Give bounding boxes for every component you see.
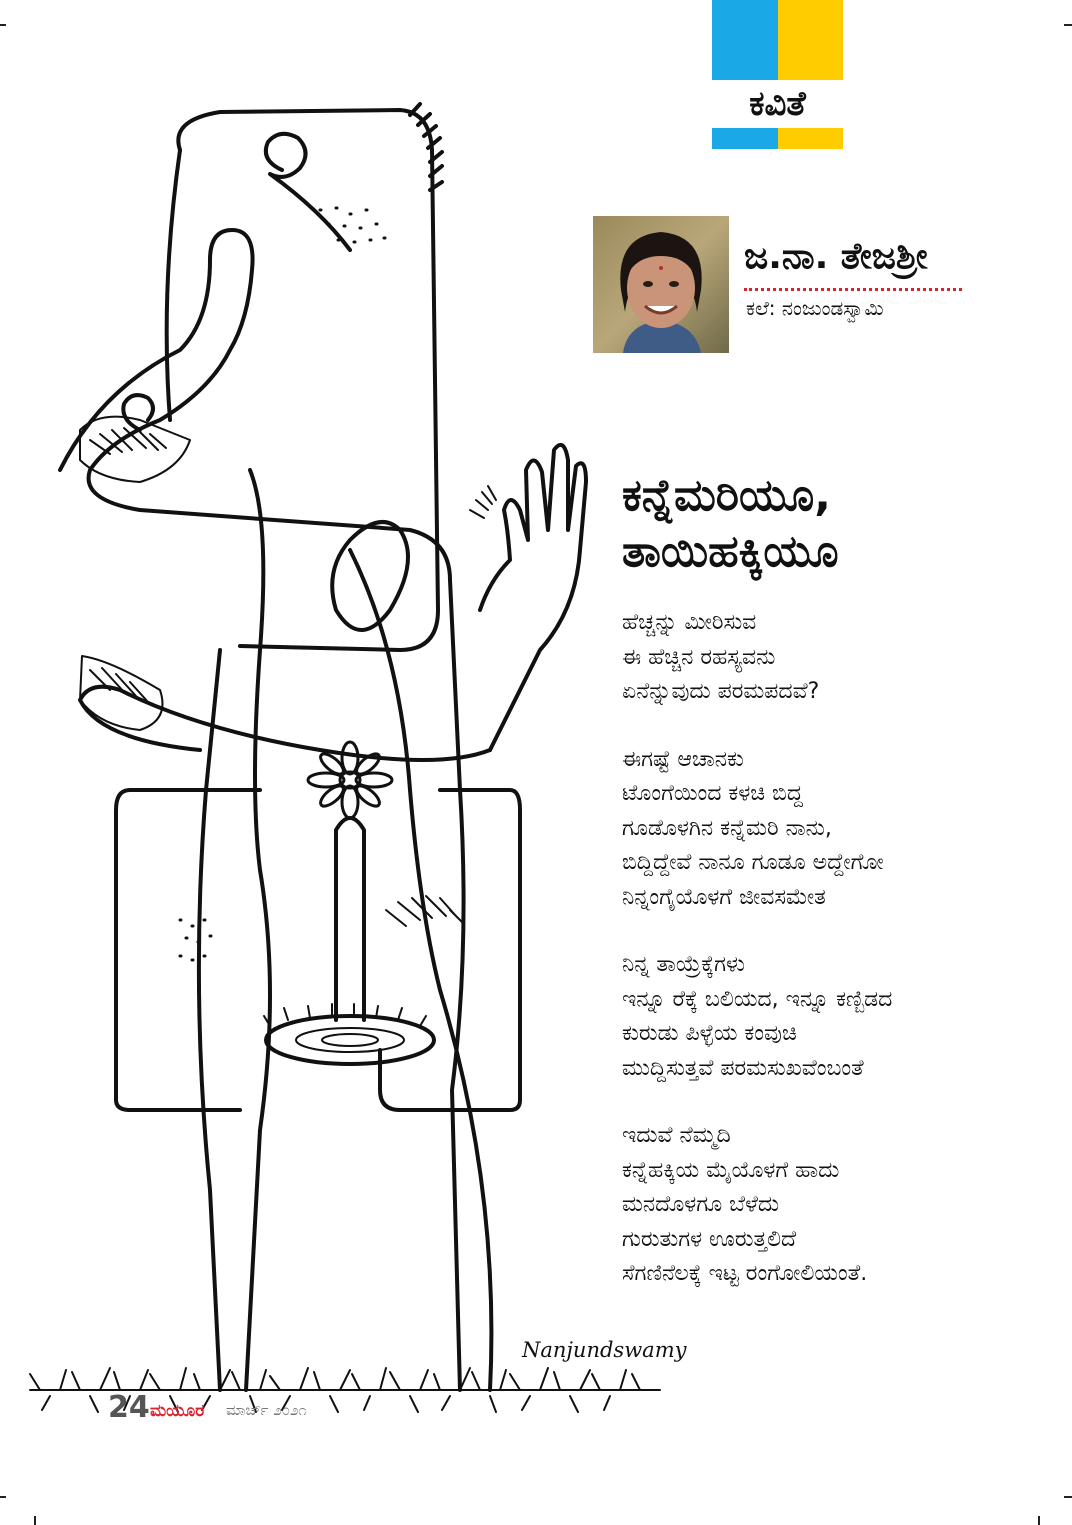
poem-line: ಏನೆನ್ನುವುದು ಪರಮಪದವೆ?	[622, 679, 820, 704]
stanza	[622, 948, 1062, 1086]
poem-line: ಈ ಹೆಚ್ಚಿನ ರಹಸ್ಯವನು	[622, 644, 776, 670]
poem-line: ಮನದೊಳಗೂ ಬೆಳೆದು	[622, 1192, 780, 1217]
crop-mark	[34, 1516, 36, 1525]
crop-mark	[1064, 24, 1072, 26]
tag-yellow-strip	[778, 128, 843, 149]
poem-line: ಸೆಗಣಿನೆಲಕ್ಕೆ ಇಟ್ಟ ರಂಗೋಲಿಯಂತೆ.	[622, 1261, 868, 1286]
poem-line: ಗೂಡೊಳಗಿನ ಕನ್ನೆಮರಿ ನಾನು,	[622, 815, 832, 841]
poem-line: ಈಗಷ್ಟೆ ಆಚಾನಕು	[622, 746, 744, 772]
poem-line: ಬಿದ್ದಿದ್ದೇವೆ ನಾನೂ ಗೂಡೂ ಅದ್ದೇಗೋ	[622, 850, 884, 875]
poem-line: ಟೊಂಗೆಯಿಂದ ಕಳಚಿ ಬಿದ್ದ	[622, 781, 804, 806]
stanza	[622, 606, 1062, 710]
section-label: ಕವಿತೆ	[749, 84, 806, 124]
section-tag	[712, 0, 843, 150]
author-name: ಜ.ನಾ. ತೇಜಶ್ರೀ	[744, 236, 928, 277]
crop-mark	[1038, 1516, 1040, 1525]
poem-title-line: ಕನ್ನೆಮರಿಯೂ,	[622, 470, 831, 521]
line-art-illustration	[20, 90, 680, 1470]
tag-blue-strip	[712, 128, 778, 149]
stanza	[622, 1119, 1062, 1292]
poem-line: ಇನ್ನೂ ರೆಕ್ಕೆ ಬಲಿಯದ, ಇನ್ನೂ ಕಣ್ಬಿಡದ	[622, 986, 893, 1012]
page-number: 24	[108, 1390, 150, 1425]
magazine-name: ಮಯೂರ	[150, 1401, 205, 1421]
author-divider	[744, 288, 962, 291]
poem-line: ಕನ್ನೆಹಕ್ಕಿಯ ಮೈಯೊಳಗೆ ಹಾದು	[622, 1157, 840, 1183]
poem-line: ಗುರುತುಗಳ ಊರುತ್ತಲಿದೆ	[622, 1226, 797, 1252]
tag-blue-block	[712, 0, 778, 80]
art-credit: ಕಲೆ: ನಂಜುಂಡಸ್ವಾಮಿ	[746, 296, 884, 320]
crop-mark	[0, 24, 6, 26]
poem-line: ಕುರುಡು ಪಿಳ್ಳೆಯ ಕಂವುಚಿ	[622, 1021, 797, 1046]
tag-yellow-block	[778, 0, 843, 80]
crop-mark	[0, 1496, 6, 1498]
poem-line: ಹೆಚ್ಚನ್ನು ಮೀರಿಸುವ	[622, 610, 757, 635]
artist-signature: Nanjundswamy	[522, 1338, 687, 1362]
poem-title-line: ತಾಯಿಹಕ್ಕಿಯೂ	[622, 526, 839, 577]
poem-line: ಇದುವೆ ನೆಮ್ಮದಿ	[622, 1123, 731, 1148]
poem-line: ನಿನ್ನ ತಾಯ್ರೆಕ್ಕೆಗಳು	[622, 952, 745, 977]
poem-line: ಮುದ್ದಿಸುತ್ತವೆ ಪರಮಸುಖವೆಂಬಂತೆ	[622, 1055, 864, 1081]
crop-mark	[1064, 1496, 1072, 1498]
poem-line: ನಿನ್ನಂಗೈಯೊಳಗೆ ಜೀವಸಮೇತ	[622, 884, 826, 910]
poem-body	[622, 606, 1062, 1325]
stanza	[622, 743, 1062, 916]
issue-date: ಮಾರ್ಚ್ ೨೦೨೧	[226, 1401, 307, 1419]
